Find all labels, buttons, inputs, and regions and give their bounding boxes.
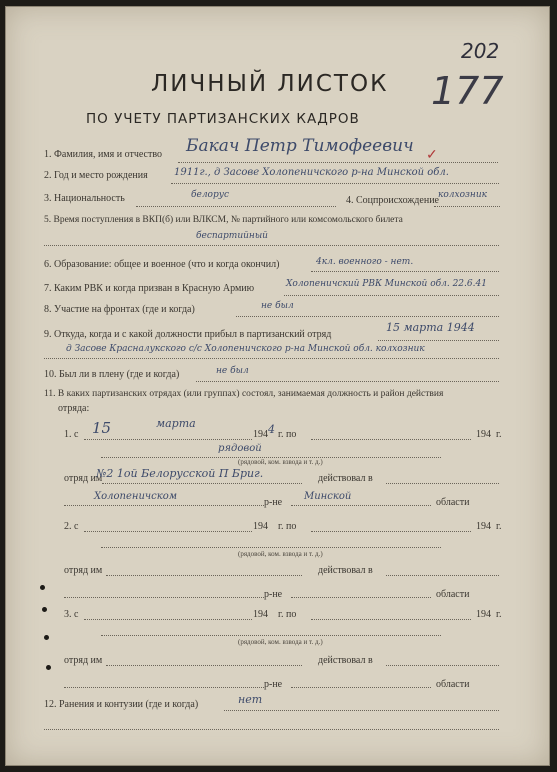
field-5-value: беспартийный [196, 231, 268, 241]
field-7-label: 7. Каким РВК и когда призван в Красную Армию [44, 283, 255, 294]
field-4-label: 4. Соцпроисхождение [346, 195, 439, 206]
field-4-value: колхозник [438, 190, 488, 200]
block-1-rne: р-не [264, 497, 283, 508]
block-2-from-label: 2. с [64, 521, 79, 532]
field-3-label: 3. Национальность [44, 193, 125, 204]
red-check-mark: ✓ [426, 148, 438, 163]
field-11-label-cont: отряда: [58, 403, 90, 414]
block-1-month: марта [156, 417, 196, 430]
block-3-g: г. [496, 609, 502, 620]
block-1-to-year: 194 [476, 429, 491, 440]
block-1-position: рядовой [218, 443, 262, 454]
file-number: 177 [431, 69, 504, 113]
block-3-acted-label: действовал в [318, 655, 373, 666]
punch-hole [42, 607, 47, 612]
field-11-label: 11. В каких партизанских отрядах (или группах) состоял, занимаемая должность и район действия [44, 389, 444, 399]
field-5-label: 5. Время поступления в ВКП(б) или ВЛКСМ, № партийного или комсомольского билета [44, 215, 403, 225]
block-1-day: 15 [92, 419, 112, 437]
field-9-value-origin: д Засове Красналукского с/с Холопеничского р-на Минской обл. колхозник [66, 344, 425, 354]
block-3-oblast: области [436, 679, 470, 690]
block-2-to-year: 194 [476, 521, 491, 532]
block-1-district: Холопеничском [94, 491, 178, 502]
block-3-role-hint: (рядовой, ком. взвода и т. д.) [238, 638, 323, 646]
block-2-rne: р-не [264, 589, 283, 600]
block-2-oblast: области [436, 589, 470, 600]
punch-hole [44, 635, 49, 640]
field-10-value: не был [216, 366, 249, 376]
block-1-otryad-value: №2 1ой Белорусской П Бриг. [96, 467, 264, 480]
field-9-value-date: 15 марта 1944 [386, 321, 475, 334]
block-1-oblast-value: Минской [304, 491, 352, 502]
field-8-label: 8. Участие на фронтах (где и когда) [44, 304, 195, 315]
block-3-to-label: г. по [278, 609, 297, 620]
block-1-to-label: г. по [278, 429, 297, 440]
page-number: 202 [461, 39, 500, 63]
punch-hole [46, 665, 51, 670]
field-3-value: белорус [191, 190, 229, 200]
page-title: ЛИЧНЫЙ ЛИСТОК [151, 71, 389, 97]
block-1-from-label: 1. с [64, 429, 79, 440]
block-1-g: г. [496, 429, 502, 440]
block-1-acted-label: действовал в [318, 473, 373, 484]
block-3-rne: р-не [264, 679, 283, 690]
block-3-from-label: 3. с [64, 609, 79, 620]
field-2-value: 1911г., д Засове Холопеничского р-на Минской обл. [174, 167, 449, 178]
field-1-label: 1. Фамилия, имя и отчество [44, 149, 163, 160]
block-1-oblast: области [436, 497, 470, 508]
block-1-otryad-label: отряд им [64, 473, 103, 484]
field-10-label: 10. Был ли в плену (где и когда) [44, 369, 180, 380]
block-1-year-hw: 4 [268, 423, 275, 436]
field-6-value: 4кл. военного - нет. [316, 257, 414, 267]
block-2-role-hint: (рядовой, ком. взвода и т. д.) [238, 550, 323, 558]
block-2-acted-label: действовал в [318, 565, 373, 576]
punch-hole [40, 585, 45, 590]
field-8-value: не был [261, 301, 294, 311]
page-subtitle: ПО УЧЕТУ ПАРТИЗАНСКИХ КАДРОВ [86, 111, 360, 127]
block-1-role-hint: (рядовой, ком. взвода и т. д.) [238, 458, 323, 466]
block-2-g: г. [496, 521, 502, 532]
block-2-to-label: г. по [278, 521, 297, 532]
field-12-label: 12. Ранения и контузии (где и когда) [44, 699, 199, 710]
block-2-year-label: 194 [253, 521, 268, 532]
field-7-value: Холопеничский РВК Минской обл. 22.6.41 [286, 279, 487, 289]
block-3-to-year: 194 [476, 609, 491, 620]
block-1-year-label: 194 [253, 429, 268, 440]
field-12-value: нет [238, 693, 263, 706]
block-3-year-label: 194 [253, 609, 268, 620]
document-sheet [5, 6, 550, 766]
field-1-value: Бакач Петр Тимофеевич [186, 136, 414, 156]
field-2-label: 2. Год и место рождения [44, 170, 148, 181]
block-3-otryad-label: отряд им [64, 655, 103, 666]
field-9-label: 9. Откуда, когда и с какой должности прибыл в партизанский отряд [44, 329, 332, 340]
block-2-otryad-label: отряд им [64, 565, 103, 576]
field-6-label: 6. Образование: общее и военное (что и когда окончил) [44, 259, 280, 270]
